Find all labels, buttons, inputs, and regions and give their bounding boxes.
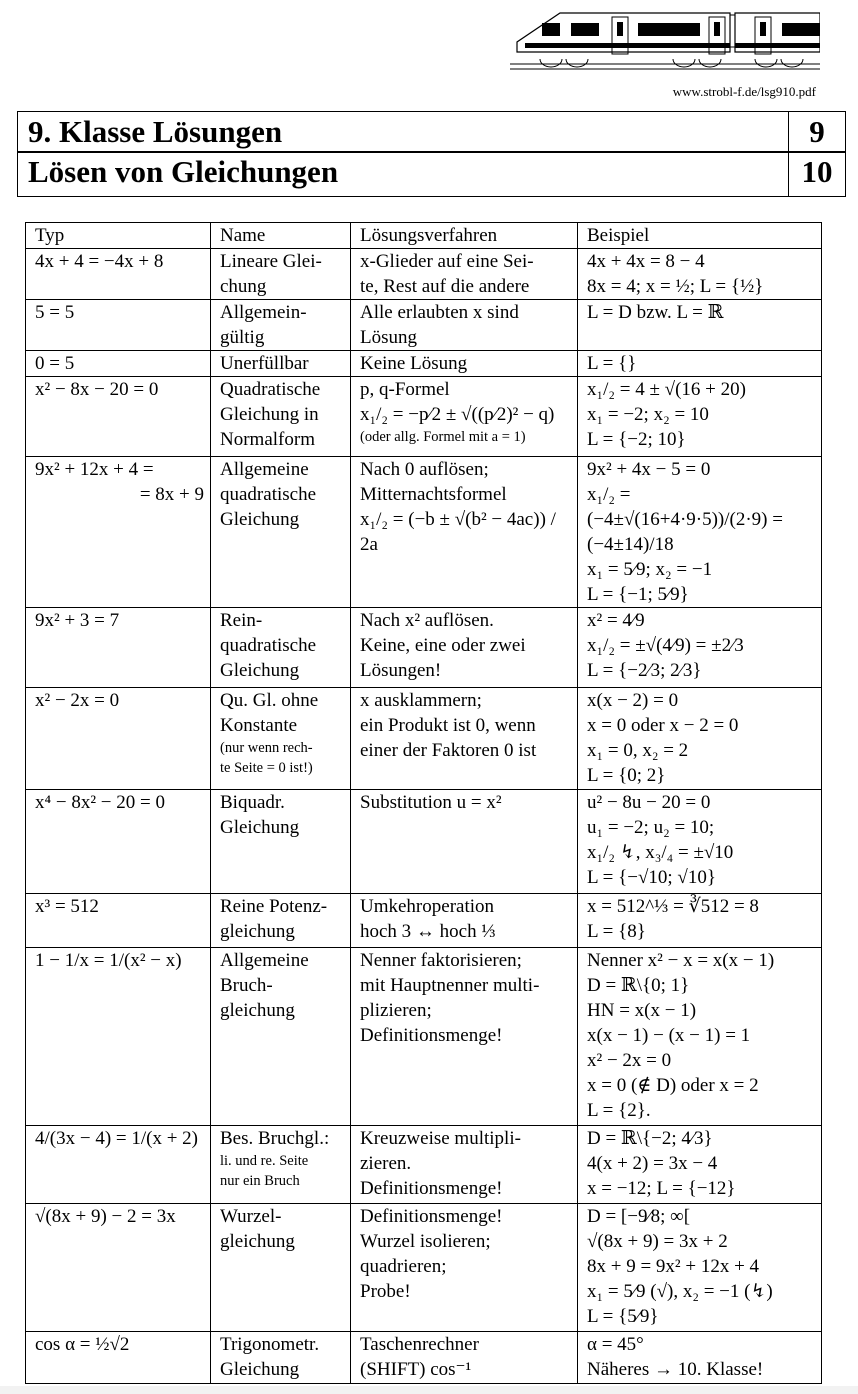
table-row [26,1332,822,1384]
cell-line: gleichung [220,1000,295,1021]
equations-table [25,222,822,1384]
cell-line: te Seite = 0 ist!) [220,760,313,776]
cell-verf [351,894,578,948]
cell-line: x = 512^⅓ = ∛512 = 8 [587,896,759,917]
cell-line: x₁/₂ = (−4±√(16+4·9·5))/(2·9) = (−4±14)/18 [587,484,783,555]
cell-line: x = −12; L = {−12} [587,1178,736,1199]
cell-line: = 8x + 9 [139,484,204,505]
cell-line: x = 0 (∉ D) oder x = 2 [587,1075,759,1096]
cell-line: Quadratische [220,379,321,400]
cell-line: Lösung [360,327,417,348]
cell-typ [26,1126,211,1204]
table-row [26,249,822,300]
table-row [26,351,822,377]
cell-line: √(8x + 9) = 3x + 2 [587,1231,728,1252]
cell-verf [351,351,578,377]
cell-name [211,1126,351,1204]
cell-bsp [578,790,822,894]
cell-line: Nenner faktorisieren; [360,950,522,971]
cell-verf [351,1126,578,1204]
cell-line: Bruch- [220,975,273,996]
cell-verf [351,300,578,351]
cell-line: L = {−1; 5⁄9} [587,584,689,605]
cell-line: hoch 3 ↔ hoch ⅓ [360,921,496,942]
cell-line: L = {−2⁄3; 2⁄3} [587,660,702,681]
cell-line: nur ein Bruch [220,1173,300,1189]
cell-line: Wurzel- [220,1206,282,1227]
cell-line: x⁴ − 8x² − 20 = 0 [35,792,165,813]
cell-line: x₁/₂ ↯, x₃/₄ = ±√10 [587,842,734,863]
cell-line: Allgemeine [220,459,309,480]
header-name: Name [211,223,351,249]
cell-line: D = ℝ\{−2; 4⁄3} [587,1128,713,1149]
cell-typ [26,894,211,948]
title-box-topic [17,151,846,197]
cell-typ [26,300,211,351]
title-box-class [17,111,846,153]
cell-typ [26,948,211,1126]
cell-name [211,608,351,688]
table-row [26,608,822,688]
cell-line: x = 0 oder x − 2 = 0 [587,715,739,736]
cell-line: L = D bzw. L = ℝ [587,302,724,323]
cell-line: Qu. Gl. ohne [220,690,319,711]
cell-line: Wurzel isolieren; [360,1231,491,1252]
cell-line: x(x − 2) = 0 [587,690,679,711]
page-subtitle: Lösen von Gleichungen [28,154,339,189]
cell-typ [26,790,211,894]
table-row [26,948,822,1126]
cell-line: Gleichung [220,509,300,530]
cell-bsp [578,1204,822,1332]
table-row [26,457,822,608]
table-row [26,300,822,351]
cell-name [211,1332,351,1384]
cell-line: Lösungen! [360,660,442,681]
cell-verf [351,688,578,790]
cell-line: x₁/₂ = (−b ± √(b² − 4ac)) / 2a [360,509,556,555]
cell-line: 9x² + 4x − 5 = 0 [587,459,711,480]
cell-verf [351,457,578,608]
cell-typ [26,249,211,300]
cell-line: x₁ = 5⁄9 (√), x₂ = −1 (↯) [587,1281,773,1302]
cell-line: 8x = 4; x = ½; L = {½} [587,276,764,297]
cell-line: Gleichung [220,1359,300,1380]
cell-line: plizieren; [360,1000,432,1021]
cell-bsp [578,894,822,948]
cell-line: Keine, eine oder zwei [360,635,526,656]
cell-verf [351,377,578,457]
cell-line: Gleichung [220,817,300,838]
cell-line: 4/(3x − 4) = 1/(x + 2) [35,1128,199,1149]
cell-line: x(x − 1) − (x − 1) = 1 [587,1025,751,1046]
cell-line: (SHIFT) cos⁻¹ [360,1359,472,1380]
cell-verf [351,249,578,300]
cell-line: 4x + 4 = −4x + 8 [35,251,164,272]
cell-bsp [578,377,822,457]
cell-typ [26,351,211,377]
cell-bsp [578,351,822,377]
header-typ: Typ [26,223,211,249]
cell-typ [26,688,211,790]
cell-verf [351,790,578,894]
cell-line: x² − 2x = 0 [587,1050,672,1071]
cell-line: 8x + 9 = 9x² + 12x + 4 [587,1256,760,1277]
cell-bsp [578,249,822,300]
cell-line: Unerfüllbar [220,353,309,374]
cell-bsp [578,608,822,688]
cell-line: Bes. Bruchgl.: [220,1128,330,1149]
header-beispiel: Beispiel [578,223,822,249]
cell-typ [26,377,211,457]
cell-line: quadratische [220,635,317,656]
cell-line: quadratische [220,484,317,505]
cell-line: ein Produkt ist 0, wenn [360,715,536,736]
cell-bsp [578,1126,822,1204]
cell-line: quadrieren; [360,1256,447,1277]
cell-line: (nur wenn rech- [220,740,313,756]
cell-line: Nach x² auflösen. [360,610,494,631]
cell-line: 4x + 4x = 8 − 4 [587,251,705,272]
cell-line: Substitution u = x² [360,792,502,813]
cell-line: Definitionsmenge! [360,1178,503,1199]
page-title: 9. Klasse Lösungen [28,114,283,149]
cell-name [211,377,351,457]
table-row [26,790,822,894]
cell-line: Definitionsmenge! [360,1206,503,1227]
cell-line: u₁ = −2; u₂ = 10; [587,817,715,838]
grade-number-next: 10 [788,152,845,196]
cell-line: Trigonometr. [220,1334,320,1355]
cell-line: gültig [220,327,265,348]
cell-line: Rein- [220,610,263,631]
cell-line: gleichung [220,1231,295,1252]
cell-line: L = {−√10; √10} [587,867,716,888]
cell-bsp [578,948,822,1126]
cell-line: Allgemeine [220,950,309,971]
cell-line: L = {2}. [587,1100,651,1121]
cell-line: D = [−9⁄8; ∞[ [587,1206,691,1227]
cell-line: zieren. [360,1153,412,1174]
cell-line: Reine Potenz- [220,896,328,917]
cell-line: HN = x(x − 1) [587,1000,697,1021]
table-row [26,894,822,948]
cell-line: cos α = ½√2 [35,1334,130,1355]
cell-line: x³ = 512 [35,896,99,917]
cell-line: mit Hauptnenner multi- [360,975,540,996]
table-row [26,688,822,790]
cell-line: x ausklammern; [360,690,482,711]
cell-line: x₁ = 5⁄9; x₂ = −1 [587,559,713,580]
cell-typ [26,1332,211,1384]
cell-line: x₁/₂ = 4 ± √(16 + 20) [587,379,746,400]
cell-typ [26,608,211,688]
cell-line: (oder allg. Formel mit a = 1) [360,429,526,445]
cell-line: x² − 8x − 20 = 0 [35,379,159,400]
cell-bsp [578,1332,822,1384]
cell-line: x² − 2x = 0 [35,690,120,711]
cell-name [211,790,351,894]
cell-line: Probe! [360,1281,411,1302]
cell-line: p, q-Formel [360,379,450,400]
cell-line: Normalform [220,429,315,450]
cell-line: Gleichung [220,660,300,681]
cell-line: x₁ = 0, x₂ = 2 [587,740,689,761]
cell-line: einer der Faktoren 0 ist [360,740,537,761]
cell-bsp [578,688,822,790]
cell-verf [351,1204,578,1332]
cell-line: chung [220,276,267,297]
cell-line: Nenner x² − x = x(x − 1) [587,950,775,971]
cell-line: α = 45° [587,1334,644,1355]
cell-line: gleichung [220,921,295,942]
cell-line: 1 − 1/x = 1/(x² − x) [35,950,182,971]
cell-line: L = {8} [587,921,646,942]
table-row [26,1204,822,1332]
cell-line: L = {5⁄9} [587,1306,659,1327]
cell-line: Kreuzweise multipli- [360,1128,521,1149]
table-row [26,1126,822,1204]
table-header-row [26,223,822,249]
cell-line: Lineare Glei- [220,251,322,272]
train-logo [505,5,820,70]
cell-line: x² = 4⁄9 [587,610,645,631]
cell-line: L = {−2; 10} [587,429,686,450]
header-verfahren: Lösungsverfahren [351,223,578,249]
cell-name [211,1204,351,1332]
cell-line: li. und re. Seite [220,1153,309,1169]
cell-line: 4(x + 2) = 3x − 4 [587,1153,718,1174]
cell-line: x₁ = −2; x₂ = 10 [587,404,709,425]
cell-line: 9x² + 12x + 4 = [35,459,154,480]
cell-line: Biquadr. [220,792,285,813]
cell-line: x₁/₂ = −p⁄2 ± √((p⁄2)² − q) [360,404,555,425]
page-bottom-edge [0,1386,858,1394]
cell-line: √(8x + 9) − 2 = 3x [35,1206,176,1227]
cell-line: Keine Lösung [360,353,468,374]
cell-verf [351,948,578,1126]
cell-name [211,894,351,948]
cell-line: 0 = 5 [35,353,75,374]
cell-name [211,688,351,790]
cell-line: Definitionsmenge! [360,1025,503,1046]
cell-bsp [578,457,822,608]
cell-line: Alle erlaubten x sind [360,302,519,323]
cell-bsp [578,300,822,351]
cell-line: te, Rest auf die andere [360,276,530,297]
cell-name [211,249,351,300]
cell-verf [351,1332,578,1384]
cell-line: Mitternachtsformel [360,484,507,505]
cell-name [211,457,351,608]
cell-line: x-Glieder auf eine Sei- [360,251,534,272]
cell-line: Näheres → 10. Klasse! [587,1359,764,1380]
cell-line: u² − 8u − 20 = 0 [587,792,711,813]
cell-line: L = {} [587,353,637,374]
cell-line: Nach 0 auflösen; [360,459,489,480]
cell-line: Umkehroperation [360,896,495,917]
cell-line: x₁/₂ = ±√(4⁄9) = ±2⁄3 [587,635,744,656]
cell-typ [26,1204,211,1332]
cell-line: D = ℝ\{0; 1} [587,975,690,996]
cell-line: L = {0; 2} [587,765,666,786]
table-row [26,377,822,457]
cell-name [211,351,351,377]
cell-line: Allgemein- [220,302,307,323]
cell-name [211,300,351,351]
source-url: www.strobl-f.de/lsg910.pdf [672,84,816,99]
cell-line: Konstante [220,715,298,736]
cell-name [211,948,351,1126]
cell-line: Gleichung in [220,404,319,425]
grade-number: 9 [788,112,845,152]
cell-line: 5 = 5 [35,302,75,323]
cell-verf [351,608,578,688]
cell-typ [26,457,211,608]
cell-line: Taschenrechner [360,1334,479,1355]
cell-line: 9x² + 3 = 7 [35,610,120,631]
